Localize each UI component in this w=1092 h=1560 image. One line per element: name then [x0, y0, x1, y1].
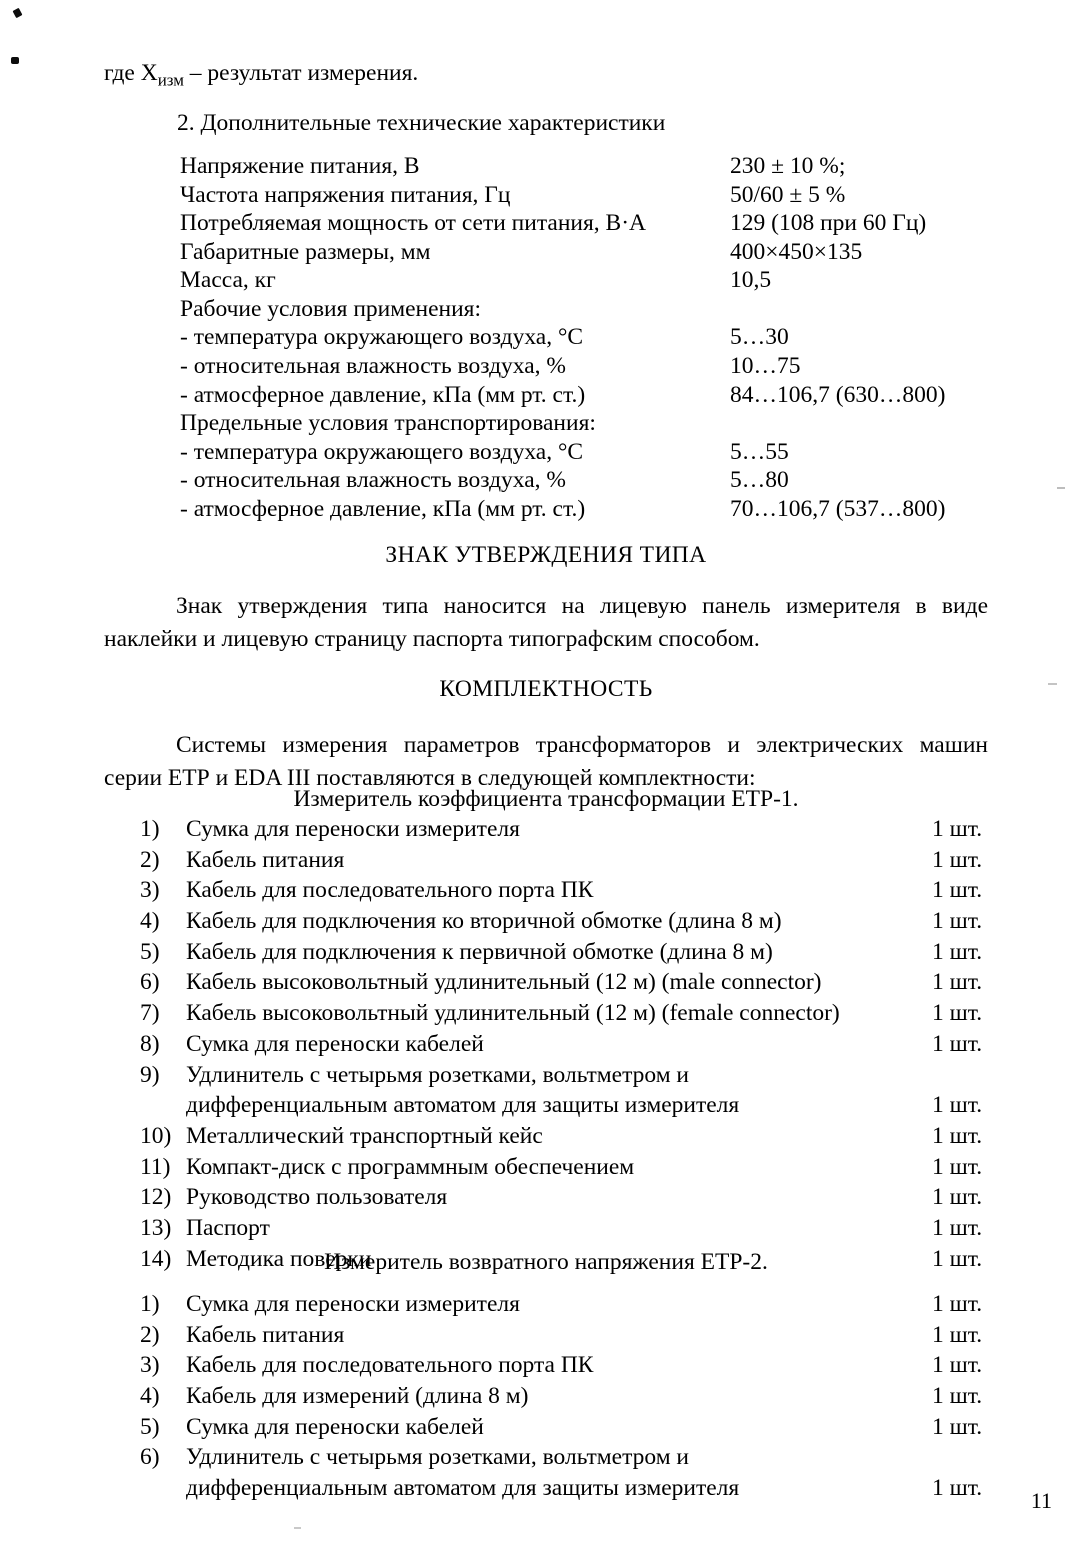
- spec-label: Напряжение питания, В: [180, 153, 420, 179]
- list-item-label-line2: дифференциальным автоматом для защиты измерителя: [186, 1092, 740, 1119]
- table-row: [180, 326, 1010, 355]
- list-item-number: 6): [140, 1444, 160, 1471]
- completeness-paragraph: Системы измерения параметров трансформаторов и электрических машин серии ЕТР и EDA III поставляются в следующей комплектности:: [104, 732, 988, 791]
- list-item-number: 3): [140, 1352, 160, 1379]
- spec-value: 129 (108 при 60 Гц): [730, 210, 927, 237]
- lead-line: [104, 62, 418, 90]
- list-item-label: [186, 1446, 932, 1500]
- list-item-quantity: 1 шт.: [932, 1245, 983, 1272]
- lead-line-rest: – результат измерения.: [183, 60, 419, 86]
- list-item: [140, 938, 1052, 965]
- list-item: [140, 818, 1052, 842]
- list-item-label: Кабель питания: [186, 846, 345, 873]
- spec-value: [730, 412, 1010, 441]
- table-row: [180, 498, 1010, 527]
- spec-value: 10…75: [730, 352, 801, 379]
- spec-value: 50/60 ± 5 %: [730, 181, 846, 208]
- list-item-quantity: 1 шт.: [932, 1122, 983, 1149]
- scan-artifact-speck: [294, 1527, 301, 1529]
- table-row: [180, 269, 1010, 298]
- list-item: [140, 1321, 1052, 1348]
- spec-label: - температура окружающего воздуха, °С: [180, 324, 584, 351]
- lead-line-main: где Х: [104, 60, 158, 86]
- spec-value: 230 ± 10 %;: [730, 153, 846, 179]
- list-item-number: 2): [140, 1321, 160, 1348]
- list-item-quantity: 1 шт.: [932, 1092, 983, 1119]
- spec-label: - относительная влажность воздуха, %: [180, 467, 566, 494]
- list-item-label: Кабель для последовательного порта ПК: [186, 877, 594, 904]
- list-item-label: Кабель питания: [186, 1321, 345, 1348]
- list-item: [140, 1122, 1052, 1149]
- spec-value: 10,5: [730, 267, 772, 294]
- list-item-number: 4): [140, 908, 160, 935]
- list-item-number: 10): [140, 1122, 172, 1149]
- list-item: [140, 1293, 1052, 1317]
- list-item: [140, 1002, 1052, 1026]
- table-row: [180, 384, 1010, 413]
- list-item-quantity: 1 шт.: [932, 938, 983, 965]
- list-item-label: Сумка для переноски кабелей: [186, 1413, 484, 1440]
- list-item-number: 1): [140, 816, 160, 842]
- list-item-quantity: 1 шт.: [932, 908, 983, 935]
- list-item-label: Руководство пользователя: [186, 1184, 448, 1211]
- list-item-quantity: 1 шт.: [932, 816, 983, 842]
- list-item-quantity: 1 шт.: [932, 846, 983, 873]
- list-item: [140, 1446, 1052, 1500]
- list-item: [140, 910, 1052, 934]
- spec-value: 5…30: [730, 324, 789, 351]
- list-item-quantity: 1 шт.: [932, 1030, 983, 1057]
- list-item-label: Компакт-диск с программным обеспечением: [186, 1153, 635, 1180]
- list-item-label-line1: Удлинитель с четырьмя розетками, вольтметром и: [186, 1444, 690, 1471]
- list-item-quantity: 1 шт.: [932, 1214, 983, 1241]
- list-item-quantity: 1 шт.: [932, 877, 983, 904]
- list-item-label: Сумка для переноски кабелей: [186, 1030, 484, 1057]
- table-row: [180, 212, 1010, 241]
- list-item: [140, 1214, 1052, 1241]
- list-item: [140, 971, 1052, 995]
- kit-2-title: Измеритель возвратного напряжения ЕТР-2.: [324, 1249, 768, 1275]
- spec-label: - атмосферное давление, кПа (мм рт. ст.): [180, 495, 586, 522]
- spec-label: - относительная влажность воздуха, %: [180, 352, 566, 379]
- list-item-label: Сумка для переноски измерителя: [186, 1291, 520, 1317]
- list-item-label: Кабель высоковольтный удлинительный (12 м) (female connector): [186, 1000, 840, 1027]
- lead-line-subscript: изм: [157, 70, 184, 90]
- list-item-label: Кабель высоковольтный удлинительный (12 м) (male connector): [186, 969, 822, 996]
- table-row: [180, 241, 1010, 270]
- specifications-table: [180, 155, 1010, 526]
- list-item-number: 9): [140, 1061, 160, 1088]
- table-row-group-header: [180, 298, 1010, 327]
- spec-value: 400×450×135: [730, 238, 863, 265]
- spec-label: Потребляемая мощность от сети питания, В·А: [180, 210, 647, 237]
- list-item: [140, 1354, 1052, 1378]
- list-item: [140, 1186, 1052, 1210]
- kit-2-list: [140, 1293, 1052, 1508]
- list-item-label-line1: Удлинитель с четырьмя розетками, вольтметром и: [186, 1061, 690, 1088]
- list-item-label: Кабель для подключения к первичной обмотке (длина 8 м): [186, 938, 773, 965]
- list-item-label: [186, 1061, 932, 1119]
- spec-value: [730, 298, 1010, 327]
- spec-label: - атмосферное давление, кПа (мм рт. ст.): [180, 381, 586, 408]
- spec-label: Габаритные размеры, мм: [180, 238, 431, 265]
- specifications-table-body: [180, 155, 1010, 526]
- scan-artifact-speck: [11, 57, 19, 64]
- list-item-label-line2: дифференциальным автоматом для защиты измерителя: [186, 1475, 740, 1502]
- list-item-label: Металлический транспортный кейс: [186, 1122, 543, 1149]
- type-approval-heading: ЗНАК УТВЕРЖДЕНИЯ ТИПА: [385, 542, 707, 568]
- list-item: [140, 1061, 1052, 1119]
- spec-value: 84…106,7 (630…800): [730, 381, 946, 408]
- list-item-quantity: 1 шт.: [932, 1184, 983, 1211]
- list-item-quantity: 1 шт.: [932, 1321, 983, 1348]
- spec-value: 5…55: [730, 438, 789, 465]
- table-row-group-header: [180, 412, 1010, 441]
- page-number: 11: [1030, 1488, 1052, 1513]
- list-item-number: 3): [140, 877, 160, 904]
- spec-section-heading: 2. Дополнительные технические характеристики: [177, 110, 666, 136]
- list-item-quantity: 1 шт.: [932, 1475, 983, 1502]
- list-item-number: 2): [140, 846, 160, 873]
- spec-label: - температура окружающего воздуха, °С: [180, 438, 584, 465]
- list-item-number: 5): [140, 1413, 160, 1440]
- list-item-label: Сумка для переноски измерителя: [186, 816, 520, 842]
- list-item-number: 8): [140, 1030, 160, 1057]
- completeness-heading: КОМПЛЕКТНОСТЬ: [439, 676, 653, 702]
- list-item-number: 5): [140, 938, 160, 965]
- type-approval-paragraph: Знак утверждения типа наносится на лицевую панель измерителя в виде наклейки и лицевую страницу паспорта типографским способом.: [104, 593, 988, 652]
- kit-1-list: [140, 818, 1052, 1278]
- list-item-quantity: 1 шт.: [932, 1000, 983, 1027]
- spec-value: 70…106,7 (537…800): [730, 495, 946, 522]
- table-row: [180, 469, 1010, 498]
- list-item: [140, 879, 1052, 903]
- spec-value: 5…80: [730, 467, 789, 494]
- spec-label: Частота напряжения питания, Гц: [180, 181, 511, 208]
- list-item-number: 11): [140, 1153, 171, 1180]
- table-row: [180, 184, 1010, 213]
- list-item-number: 7): [140, 1000, 160, 1027]
- list-item-number: 14): [140, 1245, 172, 1272]
- list-item-label: Паспорт: [186, 1214, 270, 1241]
- list-item: [140, 1030, 1052, 1057]
- spec-group-label: Рабочие условия применения:: [180, 295, 482, 322]
- list-item: [140, 1413, 1052, 1440]
- list-item-label: Методика поверки: [186, 1245, 372, 1272]
- list-item-number: 1): [140, 1291, 160, 1317]
- list-item-label: Кабель для подключения ко вторичной обмотке (длина 8 м): [186, 908, 782, 935]
- spec-label: Масса, кг: [180, 267, 276, 294]
- list-item-quantity: 1 шт.: [932, 1352, 983, 1379]
- list-item: [140, 1385, 1052, 1409]
- list-item-label: Кабель для последовательного порта ПК: [186, 1352, 594, 1379]
- scan-artifact-speck: [13, 8, 23, 18]
- list-item-quantity: 1 шт.: [932, 969, 983, 996]
- list-item-quantity: 1 шт.: [932, 1153, 983, 1180]
- list-item-number: 13): [140, 1214, 172, 1241]
- scan-artifact-speck: [1057, 487, 1065, 489]
- spec-group-label: Предельные условия транспортирования:: [180, 410, 596, 437]
- list-item-label: Кабель для измерений (длина 8 м): [186, 1383, 529, 1410]
- list-item-quantity: 1 шт.: [932, 1413, 983, 1440]
- table-row: [180, 355, 1010, 384]
- list-item-number: 4): [140, 1383, 160, 1410]
- list-item: [140, 1153, 1052, 1180]
- kit-1-title: Измеритель коэффициента трансформации ЕТР-1.: [293, 786, 799, 812]
- table-row: [180, 441, 1010, 470]
- list-item-quantity: 1 шт.: [932, 1291, 983, 1317]
- list-item: [140, 846, 1052, 873]
- list-item-number: 6): [140, 969, 160, 996]
- list-item-quantity: 1 шт.: [932, 1383, 983, 1410]
- list-item-number: 12): [140, 1184, 172, 1211]
- table-row: [180, 155, 1010, 184]
